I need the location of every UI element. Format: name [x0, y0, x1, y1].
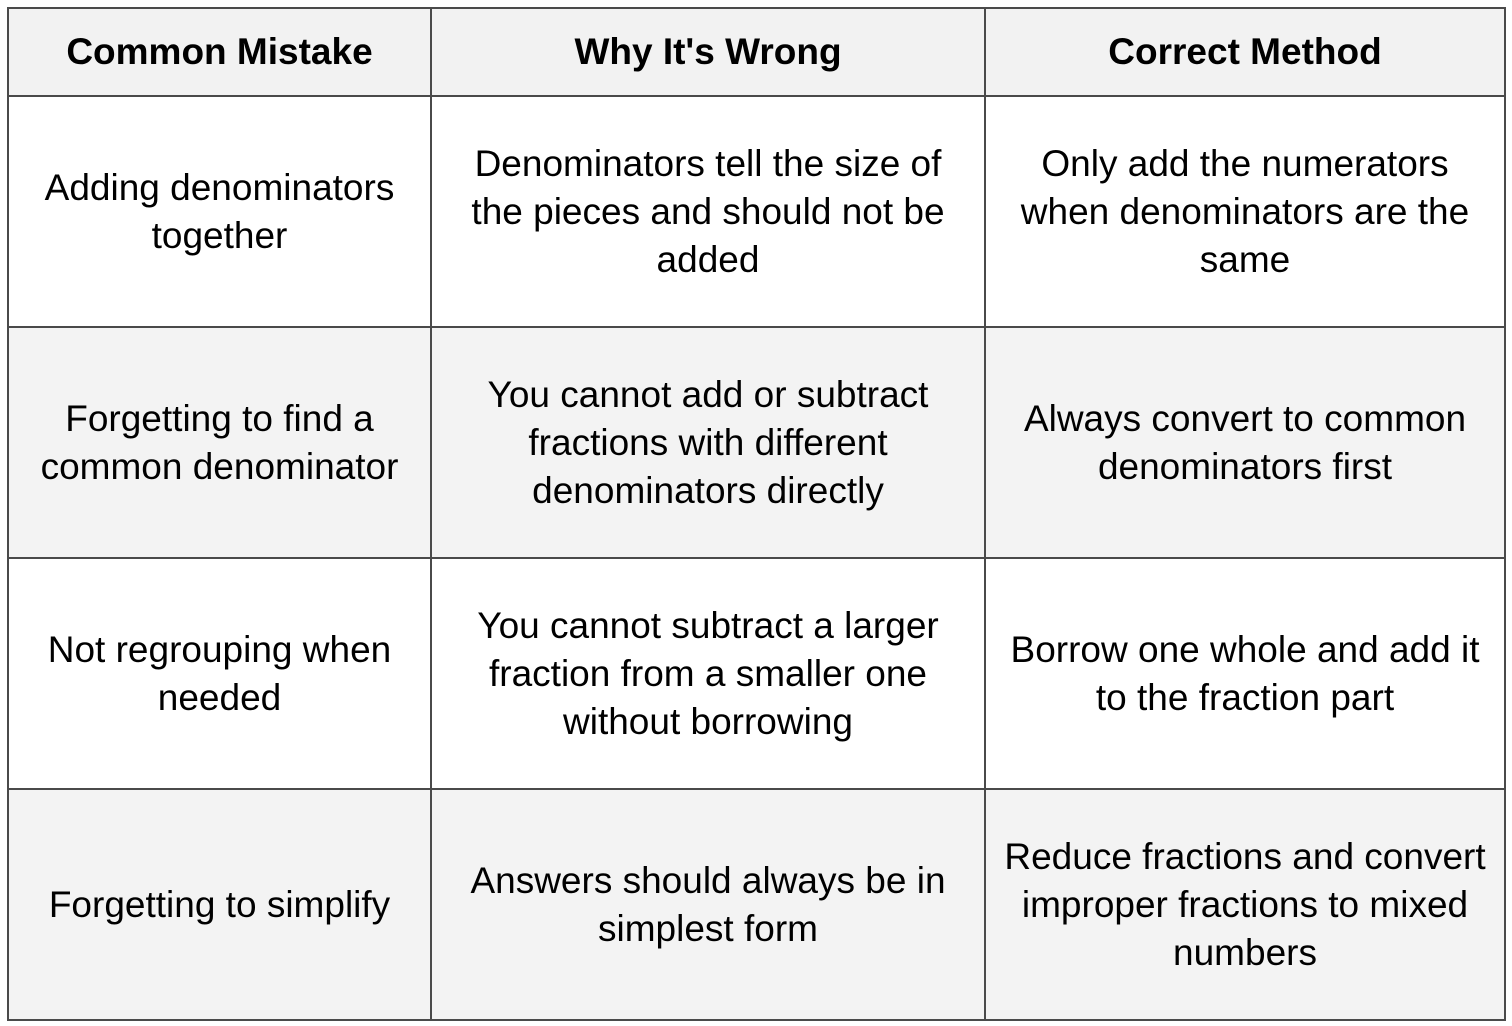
method-cell: Only add the numerators when denominators are the same — [985, 96, 1505, 327]
header-correct-method: Correct Method — [985, 8, 1505, 96]
why-cell: Answers should always be in simplest form — [431, 789, 985, 1020]
table-row — [8, 96, 1505, 327]
mistake-cell: Adding denominators together — [8, 96, 431, 327]
mistake-cell: Forgetting to simplify — [8, 789, 431, 1020]
mistakes-table — [7, 7, 1506, 1021]
table-row — [8, 327, 1505, 558]
mistake-cell: Not regrouping when needed — [8, 558, 431, 789]
method-cell: Reduce fractions and convert improper fractions to mixed numbers — [985, 789, 1505, 1020]
table-row — [8, 789, 1505, 1020]
why-cell: You cannot add or subtract fractions with different denominators directly — [431, 327, 985, 558]
why-cell: You cannot subtract a larger fraction from a smaller one without borrowing — [431, 558, 985, 789]
header-common-mistake: Common Mistake — [8, 8, 431, 96]
why-cell: Denominators tell the size of the pieces and should not be added — [431, 96, 985, 327]
mistake-cell: Forgetting to find a common denominator — [8, 327, 431, 558]
header-row — [8, 8, 1505, 96]
method-cell: Always convert to common denominators first — [985, 327, 1505, 558]
table-row — [8, 558, 1505, 789]
method-cell: Borrow one whole and add it to the fraction part — [985, 558, 1505, 789]
header-why-its-wrong: Why It's Wrong — [431, 8, 985, 96]
